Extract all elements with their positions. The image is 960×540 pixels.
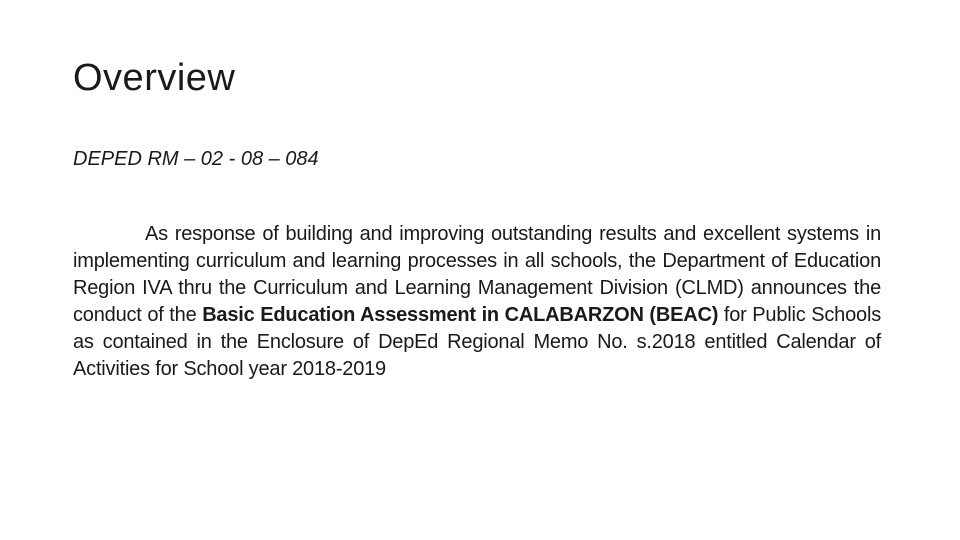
body-text-part1: As response of building and improving outstanding results and excellent systems in implementing curriculum and learning processes in all schools, the Department of Education Region IVA thru the Curriculum and Learning Management Division (CLMD) announces the conduct of the: [73, 223, 881, 326]
memo-reference: DEPED RM – 02 - 08 – 084: [73, 148, 319, 170]
body-paragraph: [73, 221, 881, 383]
slide-title: Overview: [73, 57, 236, 99]
body-text-part2: for Public Schools as contained in the Enclosure of DepEd Regional Memo No. s.2018 entitled Calendar of Activities for School year 2018-2019: [73, 304, 881, 380]
body-text-bold: Basic Education Assessment in CALABARZON (BEAC): [202, 304, 719, 326]
